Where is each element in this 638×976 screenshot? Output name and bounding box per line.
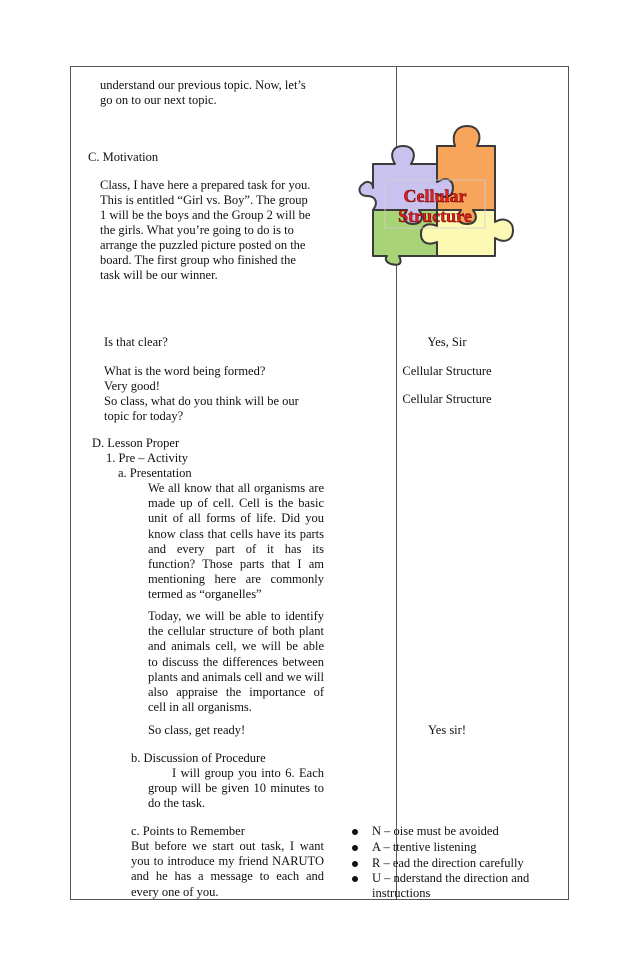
puzzle-title-line-1: Cellular	[403, 186, 467, 206]
presentation-heading: a. Presentation	[118, 466, 192, 480]
answer-ready: Yes sir!	[428, 723, 466, 737]
discussion-heading: b. Discussion of Procedure	[131, 751, 266, 765]
answer-word: Cellular Structure	[402, 364, 492, 378]
question-topic-2: topic for today?	[104, 409, 184, 423]
bullet-icon	[352, 876, 358, 882]
presentation-paragraph-1: We all know that all organisms are made up of cell. Cell is the basic unit of all forms of life. Did you know class that cells have its parts and every part of it has its function? Those parts that I am mentioning here are commonly termed as “organelles”	[148, 481, 324, 602]
question-word: What is the word being formed?	[104, 364, 266, 378]
get-ready-text: So class, get ready!	[148, 723, 246, 737]
motivation-line: arrange the puzzled picture posted on the	[100, 238, 306, 252]
bullet-item	[352, 840, 552, 856]
motivation-heading: C. Motivation	[88, 150, 159, 164]
intro-line-1: understand our previous topic. Now, let’s	[100, 78, 306, 92]
puzzle-picture	[355, 118, 515, 266]
answer-topic: Cellular Structure	[402, 392, 492, 406]
bullet-icon	[352, 845, 358, 851]
answer-clear: Yes, Sir	[427, 335, 467, 349]
bullet-icon	[352, 829, 358, 835]
intro-line-2: go on to our next topic.	[100, 93, 217, 107]
discussion-paragraph: I will group you into 6. Each group will be given 10 minutes to do the task.	[148, 766, 324, 811]
points-heading: c. Points to Remember	[131, 824, 245, 838]
bullet-text: N – oise must be avoided	[372, 824, 499, 838]
puzzle-title-line-2: Structure	[398, 206, 472, 226]
lesson-proper-heading: D. Lesson Proper	[92, 436, 180, 450]
motivation-line: the girls. What you’re going to do is to	[100, 223, 294, 237]
pre-activity-heading: 1. Pre – Activity	[106, 451, 188, 465]
bullet-item	[352, 871, 552, 901]
very-good: Very good!	[104, 379, 160, 393]
bullet-text: R – ead the direction carefully	[372, 856, 524, 870]
question-clear: Is that clear?	[104, 335, 168, 349]
motivation-line: Class, I have here a prepared task for you.	[100, 178, 311, 192]
motivation-line: board. The first group who finished the	[100, 253, 296, 267]
bullet-item	[352, 856, 552, 872]
bullet-text: A – ttentive listening	[372, 840, 477, 854]
question-topic-1: So class, what do you think will be our	[104, 394, 299, 408]
motivation-line: 1 will be the boys and the Group 2 will be	[100, 208, 311, 222]
points-paragraph: But before we start out task, I want you to introduce my friend NARUTO and he has a message to each and every one of you.	[131, 839, 324, 899]
presentation-paragraph-2: Today, we will be able to identify the cellular structure of both plant and animals cell, we will be able to discuss the differences between plants and animals cell and we will also appraise the importance of cell in all organisms.	[148, 609, 324, 715]
bullet-text: U – nderstand the direction and instructions	[372, 871, 530, 901]
bullet-icon	[352, 861, 358, 867]
motivation-line: task will be our winner.	[100, 268, 218, 282]
motivation-line: This is entitled “Girl vs. Boy”. The group	[100, 193, 308, 207]
bullet-item	[352, 824, 552, 840]
